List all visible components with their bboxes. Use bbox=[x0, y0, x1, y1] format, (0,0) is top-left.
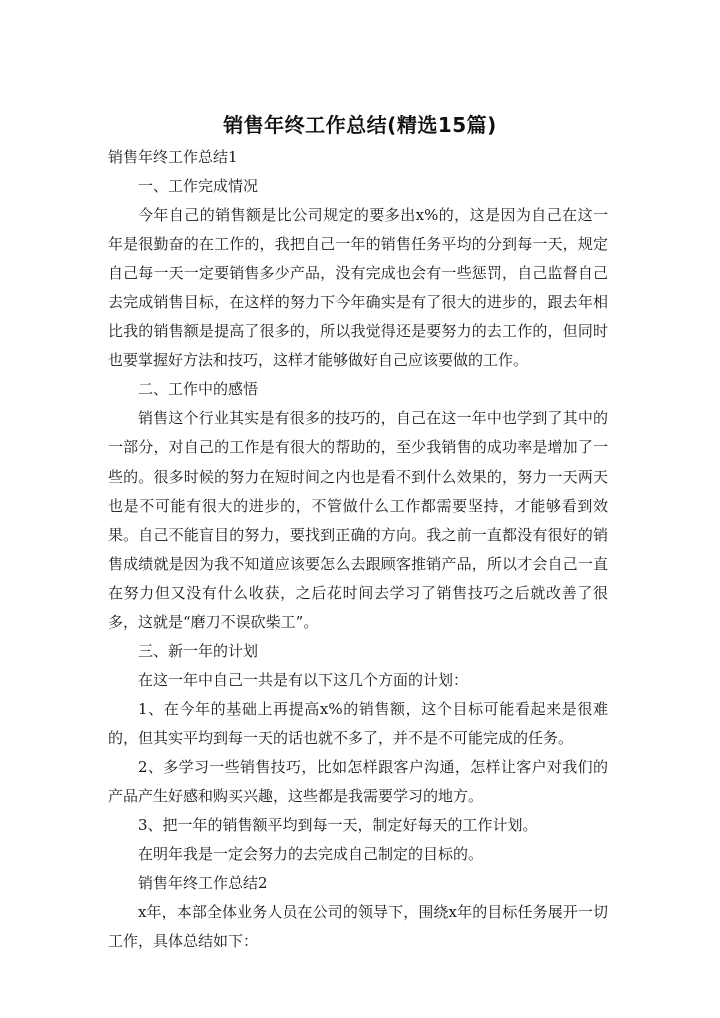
body-paragraph: 在这一年中自己一共是有以下这几个方面的计划： bbox=[138, 670, 469, 689]
section-heading: 销售年终工作总结2 bbox=[138, 874, 268, 893]
list-item: 2、多学习一些销售技巧，比如怎样跟客户沟通，怎样让客户对我们的产品产生好感和购买兴趣，这些都是我需要学习的地方。 bbox=[108, 757, 608, 806]
list-item: 3、把一年的销售额平均到每一天，制定好每天的工作计划。 bbox=[138, 816, 538, 835]
body-paragraph: 销售这个行业其实是有很多的技巧的，自己在这一年中也学到了其中的一部分，对自己的工作是有很大的帮助的，至少我销售的成功率是增加了一些的。很多时候的努力在短时间之内也是看不到什么效果的，努力一天两天也是不可能有很大的进步的，不管做什么工作都需要坚持，才能够看到效果。自己不能盲目的努力，要找到正确的方向。我之前一直都没有很好的销售成绩就是因为我不知道应该要怎么去跟顾客推销产品，所以才会自己一直在努力但又没有什么收获，之后花时间去学习了销售技巧之后就改善了很多，这就是“磨刀不误砍柴工”。 bbox=[108, 409, 608, 631]
body-paragraph: 今年自己的销售额是比公司规定的要多出x%的，这是因为自己在这一年是很勤奋的在工作的，我把自己一年的销售任务平均的分到每一天，规定自己每一天一定要销售多少产品，没有完成也会有一些惩罚，自己监督自己去完成销售目标，在这样的努力下今年确实是有了很大的进步的，跟去年相比我的销售额是提高了很多的，所以我觉得还是要努力的去工作的，但同时也要掌握好方法和技巧，这样才能够做好自己应该要做的工作。 bbox=[108, 206, 608, 370]
list-item: 1、在今年的基础上再提高x%的销售额，这个目标可能看起来是很难的，但其实平均到每一天的话也就不多了，并不是不可能完成的任务。 bbox=[108, 699, 608, 747]
section-heading: 销售年终工作总结1 bbox=[108, 148, 238, 166]
body-paragraph: x年，本部全体业务人员在公司的领导下，围绕x年的目标任务展开一切工作，具体总结如下： bbox=[108, 903, 608, 951]
subheading: 一、工作完成情况 bbox=[138, 177, 259, 196]
document-title: 销售年终工作总结(精选15篇) bbox=[223, 113, 497, 137]
document-body bbox=[108, 143, 608, 956]
subheading: 二、工作中的感悟 bbox=[138, 380, 259, 399]
subheading: 三、新一年的计划 bbox=[138, 641, 259, 660]
body-paragraph: 在明年我是一定会努力的去完成自己制定的目标的。 bbox=[138, 845, 484, 864]
